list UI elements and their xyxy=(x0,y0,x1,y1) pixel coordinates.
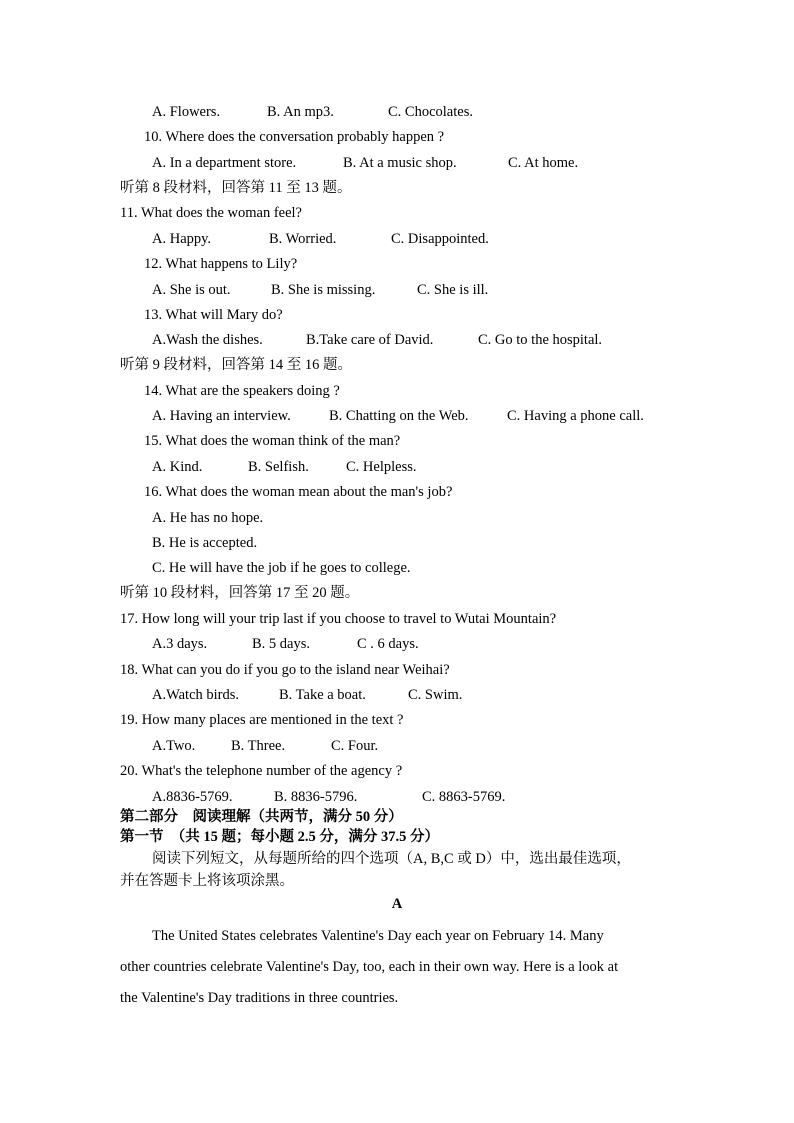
q11-option-b: B. Worried. xyxy=(269,231,337,247)
q12-option-c: C. She is ill. xyxy=(417,282,489,298)
passage-line-3: the Valentine's Day traditions in three countries. xyxy=(120,990,399,1006)
passage-line-1: The United States celebrates Valentine's Day each year on February 14. Many xyxy=(152,928,604,944)
q13-option-b: B.Take care of David. xyxy=(306,332,434,348)
q16-question: 16. What does the woman mean about the man's job? xyxy=(144,484,453,500)
q9-option-c: C. Chocolates. xyxy=(388,104,473,120)
q20-question: 20. What's the telephone number of the agency ? xyxy=(120,763,403,779)
q17-option-a: A.3 days. xyxy=(152,636,208,652)
q11-option-a: A. Happy. xyxy=(152,231,212,247)
q9-option-b: B. An mp3. xyxy=(267,104,334,120)
section-9-instruction: 听第 9 段材料，回答第 14 至 16 题。 xyxy=(120,357,352,373)
reading-instructions-cont: 并在答题卡上将该项涂黑。 xyxy=(120,873,294,889)
section-8-instruction: 听第 8 段材料，回答第 11 至 13 题。 xyxy=(120,180,352,196)
q15-question: 15. What does the woman think of the man? xyxy=(144,433,401,449)
q10-question: 10. Where does the conversation probably happen ? xyxy=(144,129,445,145)
q20-option-b: B. 8836-5796. xyxy=(274,789,358,805)
q10-option-b: B. At a music shop. xyxy=(343,155,457,171)
q11-option-c: C. Disappointed. xyxy=(391,231,489,247)
q19-option-c: C. Four. xyxy=(331,738,379,754)
q18-option-c: C. Swim. xyxy=(408,687,463,703)
q19-option-a: A.Two. xyxy=(152,738,196,754)
q13-option-a: A.Wash the dishes. xyxy=(152,332,263,348)
q17-option-c: C . 6 days. xyxy=(357,636,419,652)
q12-option-b: B. She is missing. xyxy=(271,282,376,298)
q11-question: 11. What does the woman feel? xyxy=(120,205,302,221)
q18-question: 18. What can you do if you go to the island near Weihai? xyxy=(120,662,450,678)
q12-question: 12. What happens to Lily? xyxy=(144,256,298,272)
passage-a xyxy=(120,921,676,1014)
q13-option-c: C. Go to the hospital. xyxy=(478,332,603,348)
q13-question: 13. What will Mary do? xyxy=(144,307,283,323)
section-10-instruction: 听第 10 段材料，回答第 17 至 20 题。 xyxy=(120,585,360,601)
q18-option-b: B. Take a boat. xyxy=(279,687,366,703)
q15-option-b: B. Selfish. xyxy=(248,459,309,475)
q14-question: 14. What are the speakers doing ? xyxy=(144,383,340,399)
q20-option-a: A.8836-5769. xyxy=(152,789,233,805)
q17-option-b: B. 5 days. xyxy=(252,636,310,652)
q10-option-a: A. In a department store. xyxy=(152,155,297,171)
q14-option-b: B. Chatting on the Web. xyxy=(329,408,469,424)
passage-line-2: other countries celebrate Valentine's Day, too, each in their own way. Here is a look at xyxy=(120,959,619,975)
q14-option-a: A. Having an interview. xyxy=(152,408,291,424)
q17-question: 17. How long will your trip last if you choose to travel to Wutai Mountain? xyxy=(120,611,557,627)
q19-option-b: B. Three. xyxy=(231,738,286,754)
reading-instructions: 阅读下列短文，从每题所给的四个选项（A, B,C 或 D）中，选出最佳选项， xyxy=(152,851,631,867)
q16-option-c: C. He will have the job if he goes to college. xyxy=(152,560,411,576)
part-2-title: 第二部分 阅读理解（共两节，满分 50 分） xyxy=(120,809,403,825)
q18-option-a: A.Watch birds. xyxy=(152,687,240,703)
q16-option-b: B. He is accepted. xyxy=(152,535,258,551)
q10-option-c: C. At home. xyxy=(508,155,579,171)
q15-option-c: C. Helpless. xyxy=(346,459,417,475)
q15-option-a: A. Kind. xyxy=(152,459,203,475)
section-1-title: 第一节 （共 15 题；每小题 2.5 分，满分 37.5 分） xyxy=(120,829,439,845)
q14-option-c: C. Having a phone call. xyxy=(507,408,644,424)
q20-option-c: C. 8863-5769. xyxy=(422,789,506,805)
passage-label: A xyxy=(391,896,403,912)
q9-option-a: A. Flowers. xyxy=(152,104,221,120)
q19-question: 19. How many places are mentioned in the text ? xyxy=(120,712,404,728)
q12-option-a: A. She is out. xyxy=(152,282,231,298)
q16-option-a: A. He has no hope. xyxy=(152,510,264,526)
